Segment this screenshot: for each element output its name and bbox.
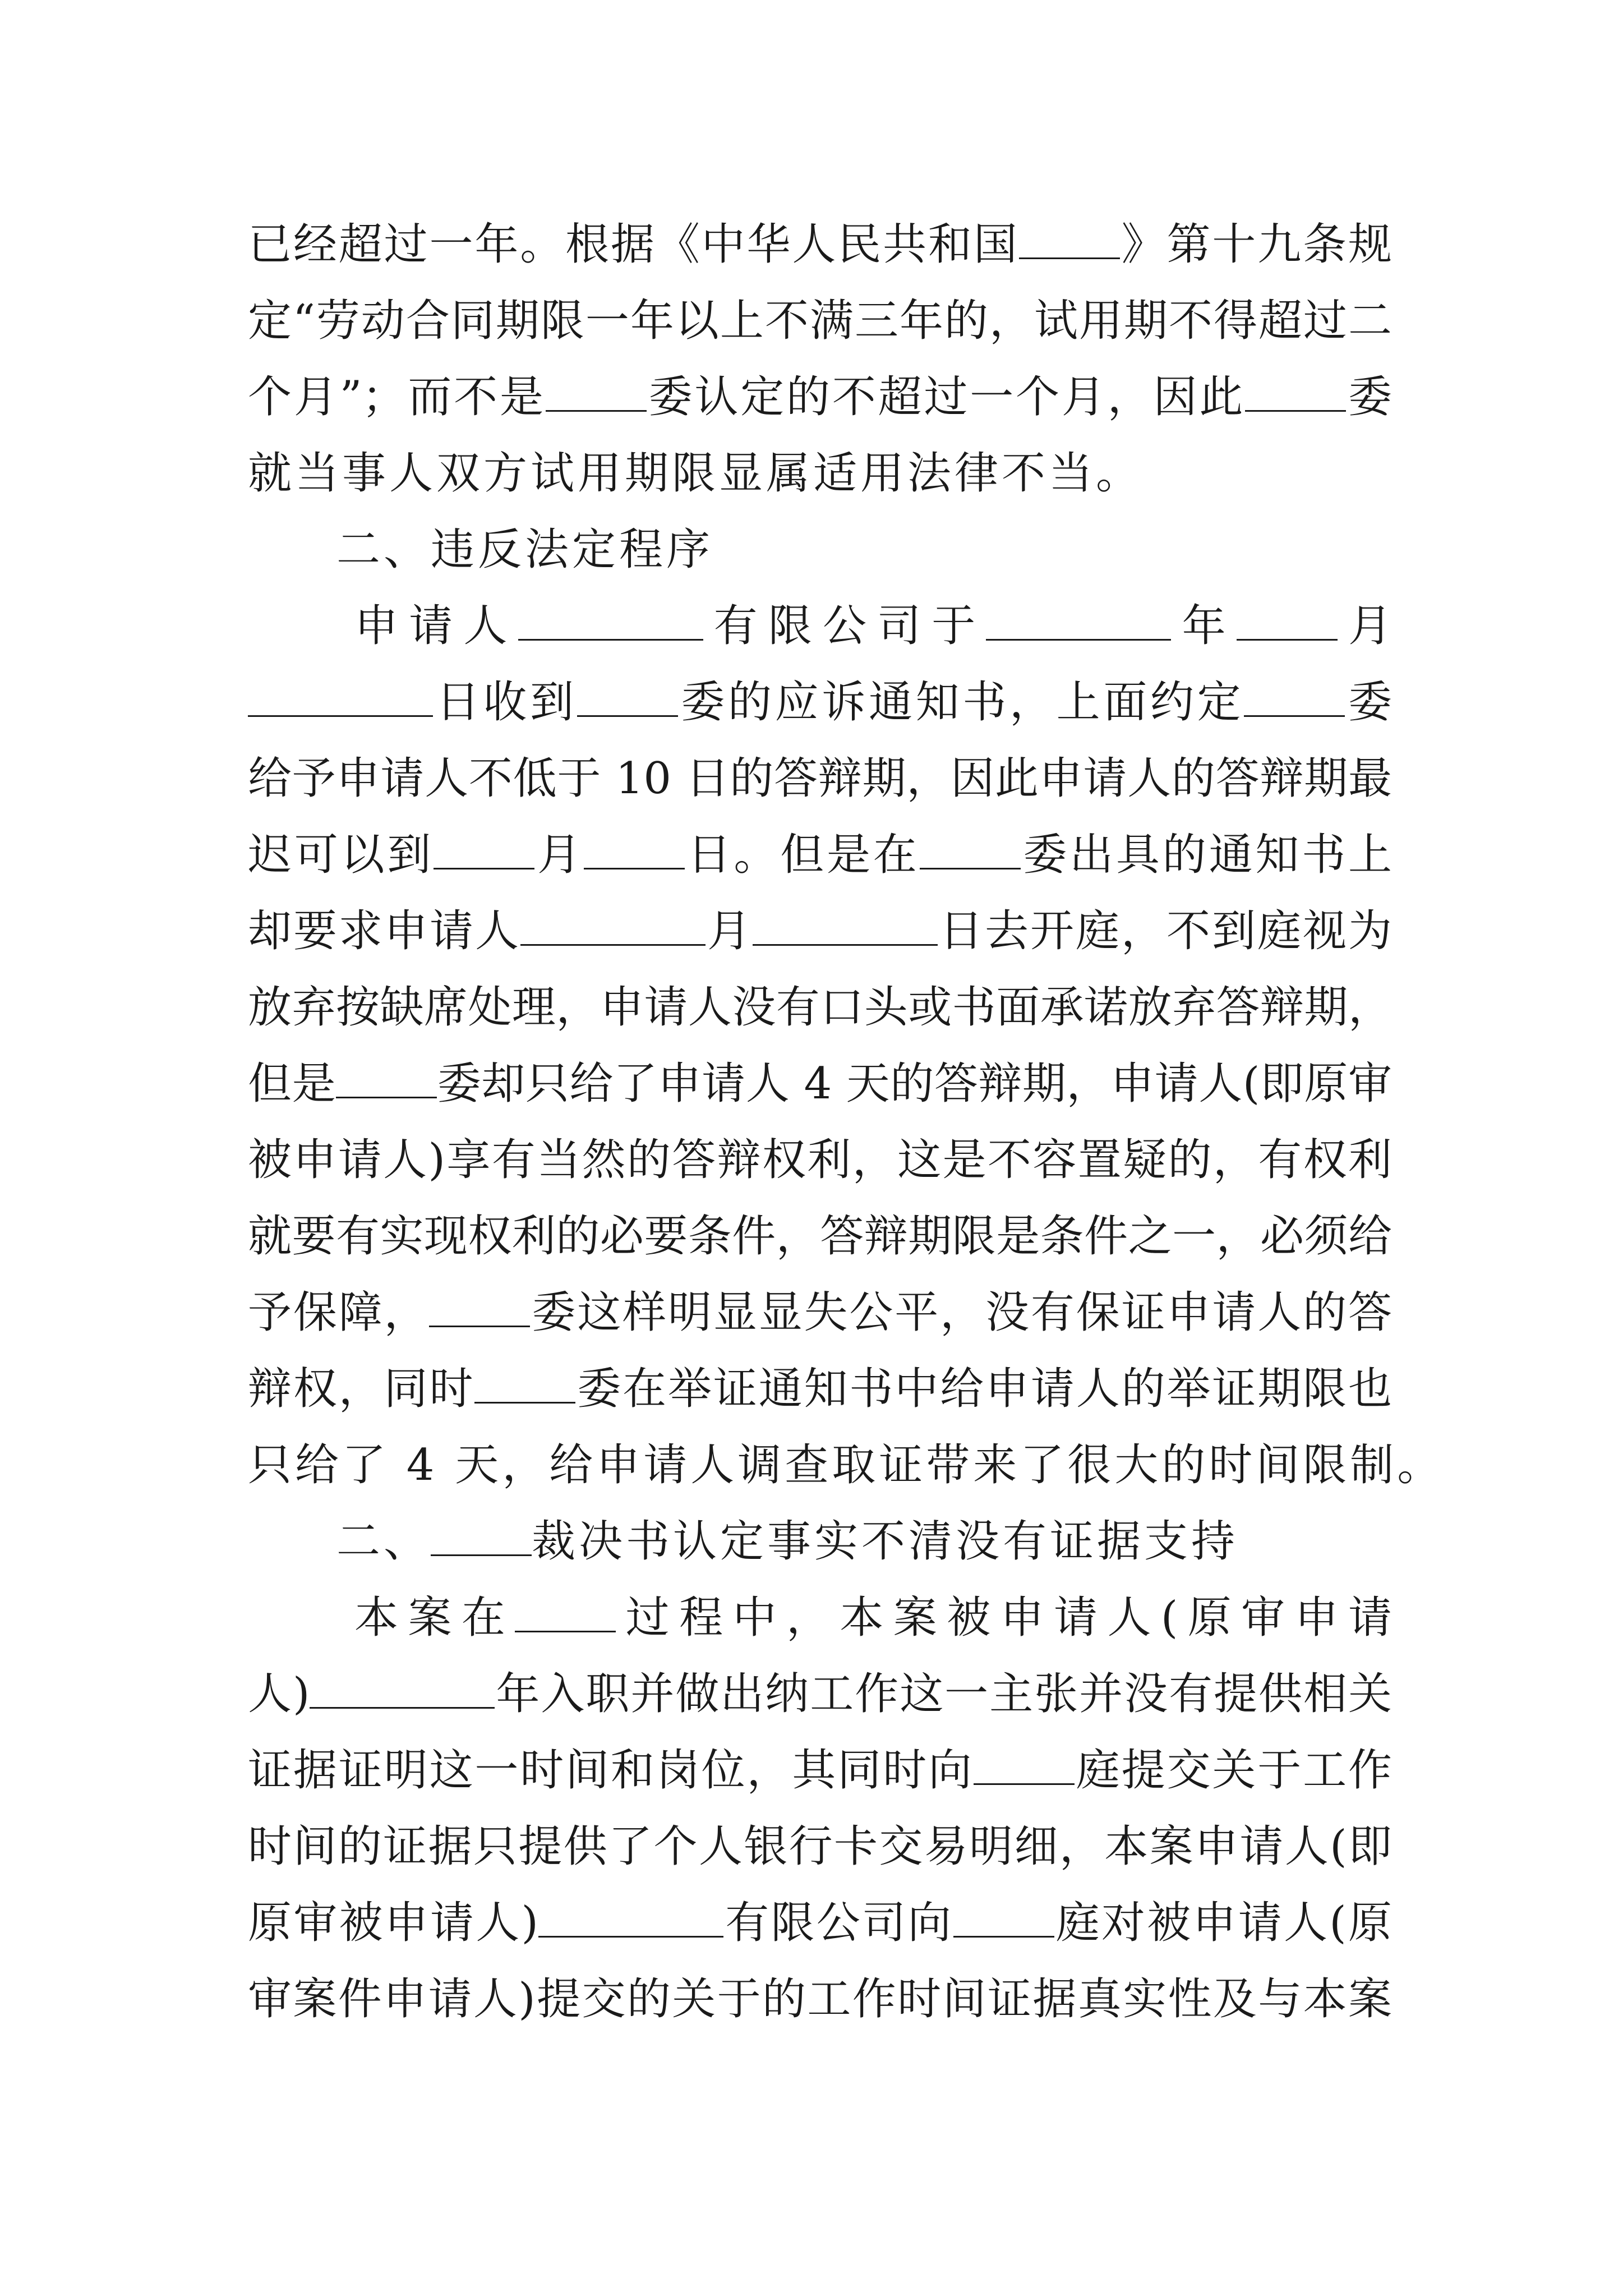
paragraph-line	[248, 1350, 1392, 1428]
text-segment: 迟可以到	[248, 830, 434, 880]
fill-in-blank	[1019, 222, 1120, 259]
text-segment: 予保障，	[248, 1287, 430, 1338]
paragraph-line	[248, 816, 1392, 894]
fill-in-blank	[953, 1900, 1054, 1938]
section-heading	[336, 510, 1481, 589]
paragraph-line	[248, 1121, 1392, 1199]
text-segment: 给予申请人不低于 10 日的答辩期，因此申请人的答辩期最	[248, 753, 1392, 804]
fill-in-blank	[920, 832, 1021, 869]
fill-in-blank	[434, 832, 534, 869]
fill-in-blank	[474, 1366, 575, 1404]
text-segment: 定“劳动合同期限一年以上不满三年的，试用期不得超过二	[248, 296, 1392, 346]
fill-in-blank	[974, 1747, 1075, 1785]
text-segment: 委却只给了申请人 4 天的答辩期，申请人(即原审	[437, 1059, 1392, 1109]
text-segment: 年	[1171, 601, 1237, 651]
text-segment: 庭对被申请人(原	[1054, 1898, 1392, 1948]
heading-text: 二、违反法定程序	[336, 524, 714, 575]
fill-in-blank	[520, 908, 706, 946]
text-segment: 日。但是在	[684, 830, 920, 880]
text-segment: 日收到	[433, 677, 577, 728]
text-segment: 委	[1346, 372, 1392, 422]
fill-in-blank	[248, 679, 433, 717]
text-segment: 申请人	[354, 601, 518, 651]
paragraph-line	[248, 1197, 1392, 1276]
text-segment: 过程中，本案被申请人(原审申请	[616, 1593, 1392, 1643]
text-segment: 辩权，同时	[248, 1364, 475, 1414]
text-segment: 放弃按缺席处理，申请人没有口头或书面承诺放弃答辩期，	[248, 982, 1392, 1033]
fill-in-blank	[431, 1519, 532, 1556]
text-segment: 原审被申请人)	[248, 1898, 538, 1948]
paragraph-line	[248, 1960, 1392, 2039]
text-segment: 月	[706, 906, 753, 956]
fill-in-blank	[584, 832, 685, 869]
text-segment: 月	[534, 830, 584, 880]
text-segment: 年入职并做出纳工作这一主张并没有提供相关	[495, 1669, 1392, 1719]
text-segment: 有限公司向	[723, 1898, 953, 1948]
text-segment: 审案件申请人)提交的关于的工作时间证据真实性及与本案	[248, 1974, 1392, 2024]
fill-in-blank	[336, 1061, 437, 1098]
fill-in-blank	[577, 679, 678, 717]
text-segment: 只给了 4 天，给申请人调查取证带来了很大的时间限制。	[248, 1440, 1445, 1490]
text-segment: 有限公司于	[703, 601, 986, 651]
fill-in-blank	[515, 1595, 616, 1632]
fill-in-blank	[538, 1900, 723, 1938]
paragraph-line	[248, 1655, 1392, 1733]
text-segment: 被申请人)享有当然的答辩权利，这是不容置疑的，有权利	[248, 1135, 1392, 1185]
text-segment: 委在举证通知书中给申请人的举证期限也	[575, 1364, 1392, 1414]
text-segment: 本案在	[354, 1593, 515, 1643]
text-segment: 就当事人双方试用期限显属适用法律不当。	[248, 448, 1144, 499]
text-segment: 庭提交关于工作	[1074, 1745, 1392, 1796]
paragraph-line	[248, 892, 1392, 970]
paragraph-line	[248, 1426, 1445, 1504]
text-segment: 却要求申请人	[248, 906, 520, 956]
text-segment: 时间的证据只提供了个人银行卡交易明细，本案申请人(即	[248, 1821, 1392, 1872]
text-segment: 个月”；而不是	[248, 372, 546, 422]
paragraph-line	[354, 1579, 1392, 1657]
text-segment: 》第十九条规	[1119, 219, 1392, 270]
heading-text: 裁决书认定事实不清没有证据支持	[532, 1516, 1239, 1567]
fill-in-blank	[986, 603, 1171, 641]
text-segment: 已经超过一年。根据《中华人民共和国	[248, 219, 1019, 270]
text-segment: 委的应诉通知书，上面约定	[677, 677, 1244, 728]
paragraph-line	[248, 205, 1392, 284]
paragraph-line	[248, 434, 1392, 513]
fill-in-blank	[429, 1290, 530, 1327]
paragraph-line	[248, 358, 1392, 436]
fill-in-blank	[310, 1671, 495, 1709]
paragraph-line	[354, 587, 1392, 665]
text-segment: 人)	[248, 1669, 310, 1719]
paragraph-line	[248, 1045, 1392, 1123]
text-segment: 委认定的不超过一个月，因此	[646, 372, 1246, 422]
paragraph-line	[248, 739, 1392, 818]
fill-in-blank	[546, 374, 647, 412]
text-segment: 委	[1345, 677, 1392, 728]
text-segment: 月	[1337, 601, 1392, 651]
paragraph-line	[248, 1731, 1392, 1810]
fill-in-blank	[1244, 679, 1345, 717]
fill-in-blank	[1237, 603, 1338, 641]
paragraph-line	[248, 1807, 1392, 1886]
paragraph-line	[248, 663, 1392, 742]
text-segment: 日去开庭，不到庭视为	[938, 906, 1392, 956]
fill-in-blank	[753, 908, 938, 946]
text-segment: 委出具的通知书上	[1020, 830, 1392, 880]
text-segment: 但是	[248, 1059, 336, 1109]
text-segment: 委这样明显显失公平，没有保证申请人的答	[530, 1287, 1392, 1338]
text-segment: 证据证明这一时间和岗位，其同时向	[248, 1745, 974, 1796]
section-heading	[336, 1502, 1481, 1581]
paragraph-line	[248, 968, 1392, 1047]
text-segment: 就要有实现权利的必要条件，答辩期限是条件之一，必须给	[248, 1211, 1392, 1262]
heading-text: 二、	[336, 1516, 431, 1567]
fill-in-blank	[518, 603, 703, 641]
paragraph-line	[248, 1884, 1392, 1962]
fill-in-blank	[1245, 374, 1346, 412]
paragraph-line	[248, 282, 1392, 360]
paragraph-line	[248, 1273, 1392, 1352]
